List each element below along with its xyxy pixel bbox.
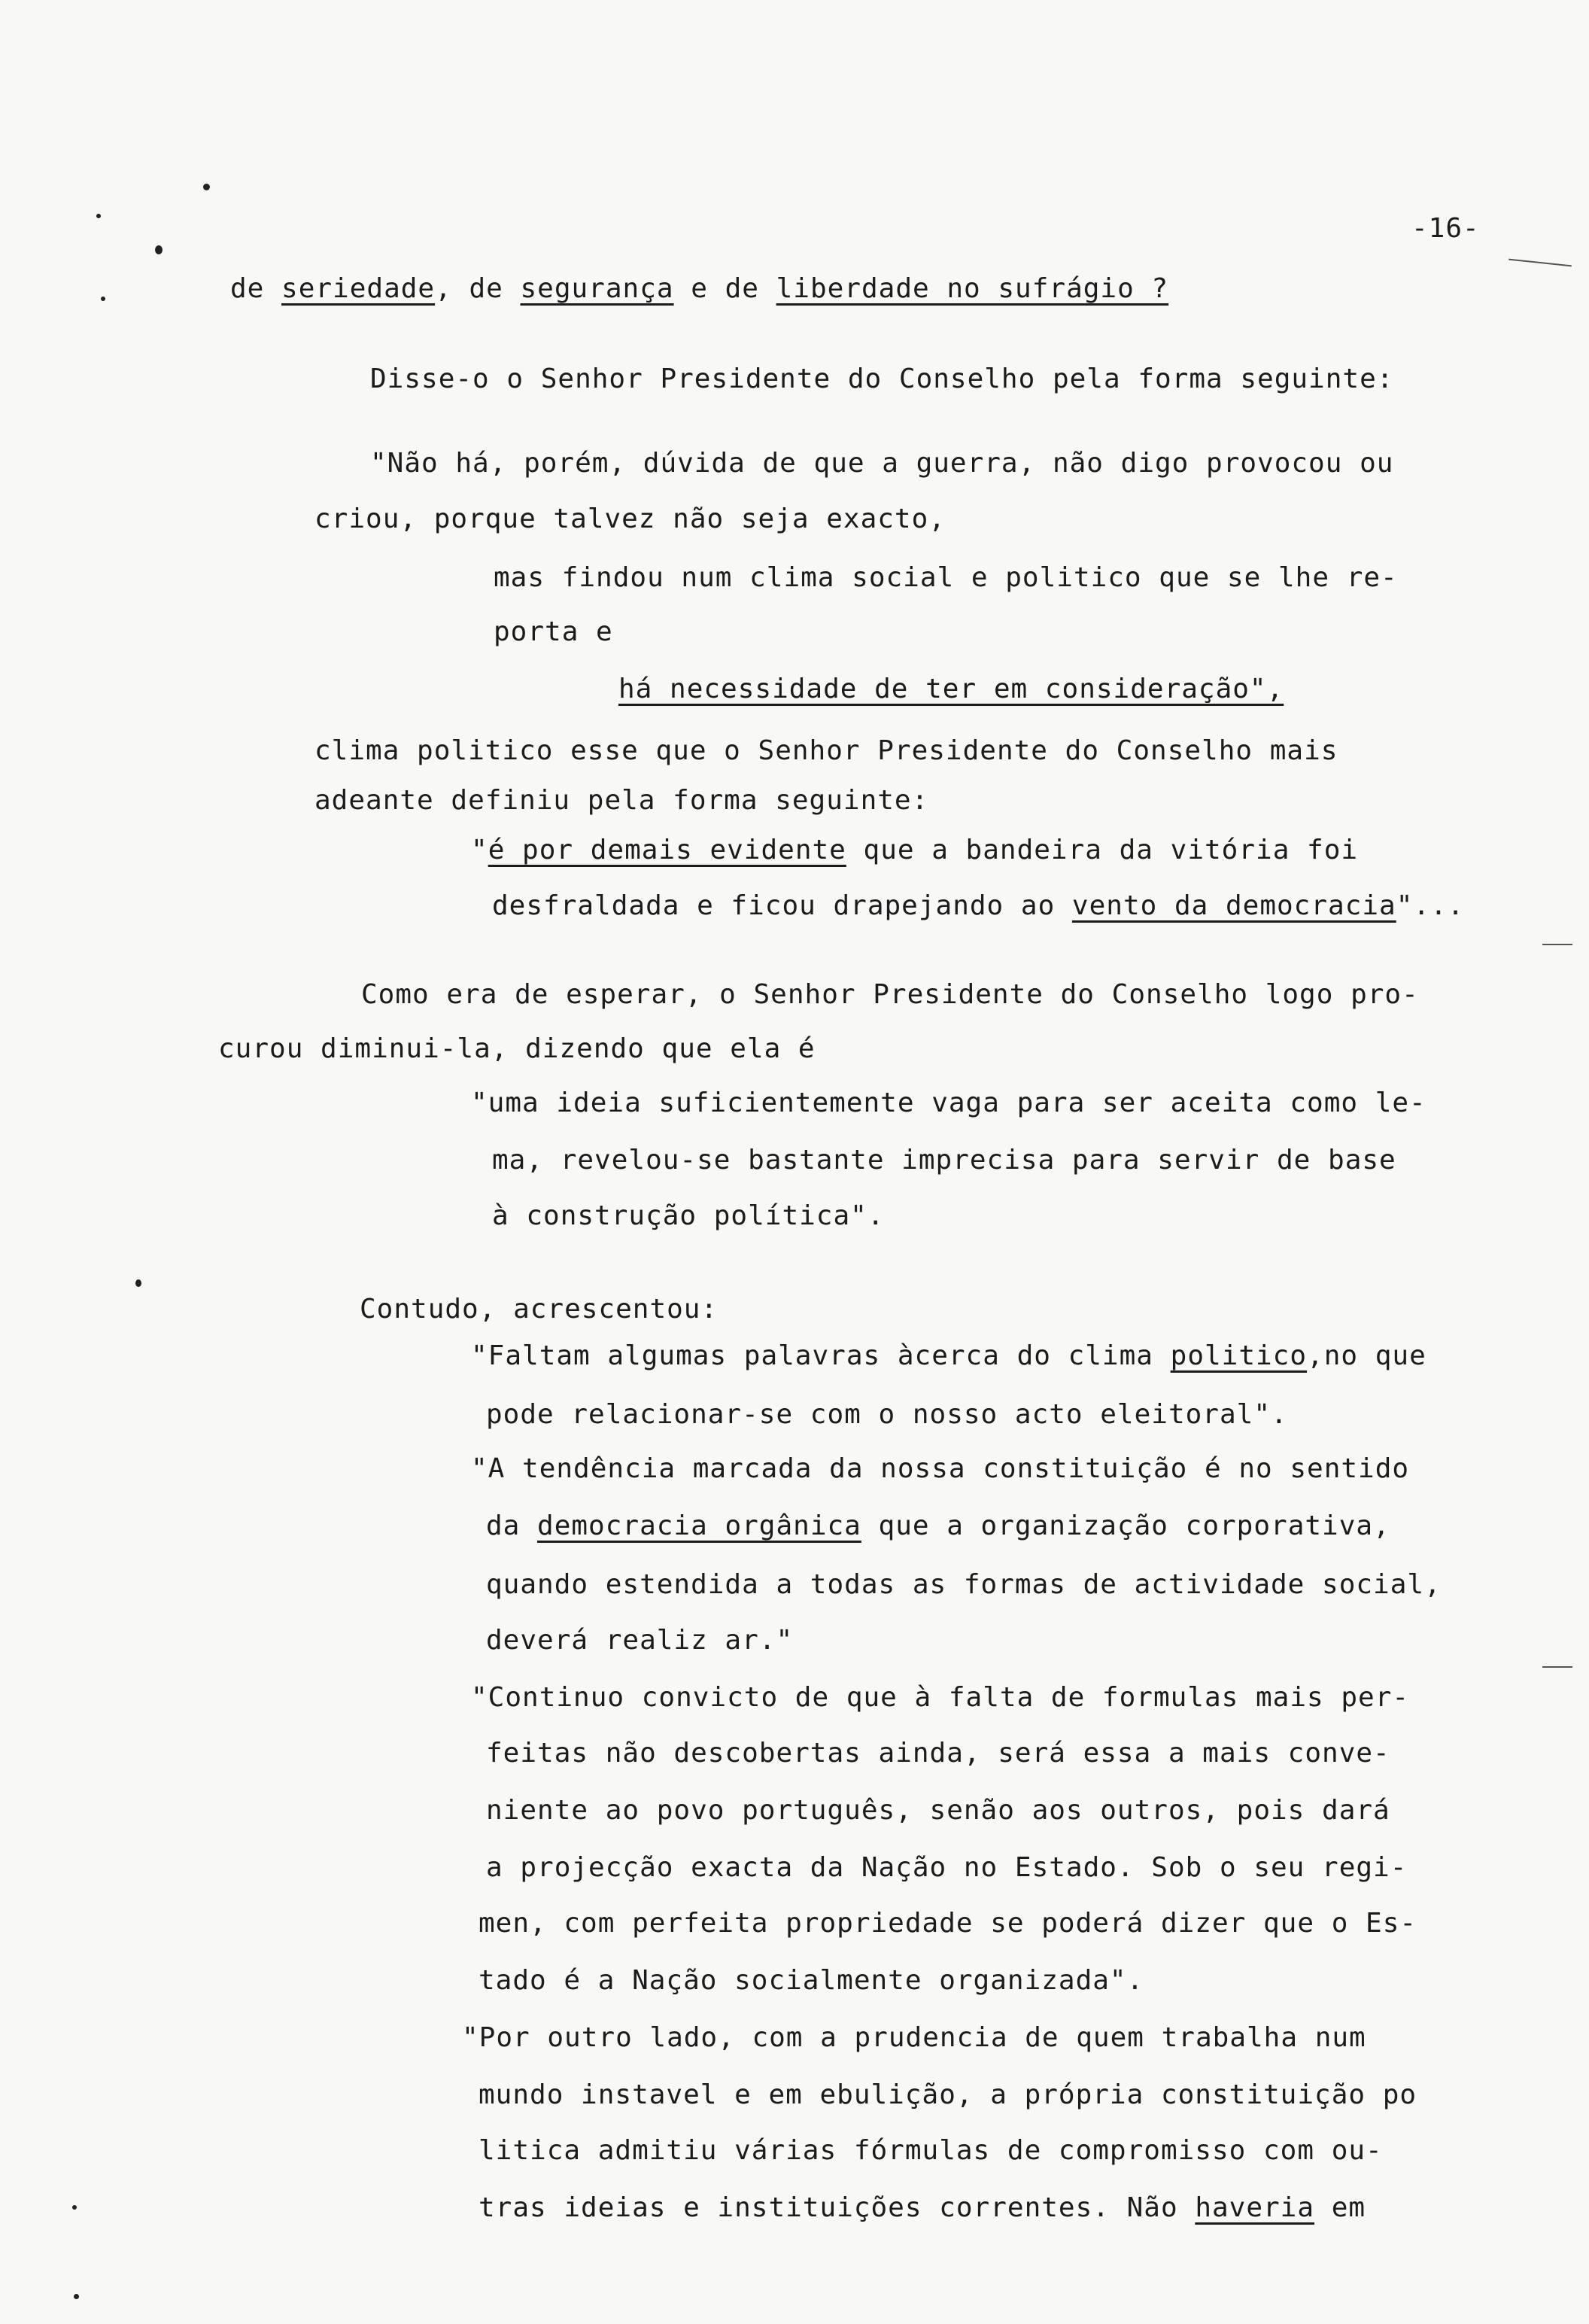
text-line xyxy=(314,503,946,534)
scan-speck xyxy=(203,184,210,190)
underlined-text: seriedade xyxy=(281,273,436,304)
text-run: e de xyxy=(673,273,776,304)
text-run: " xyxy=(471,835,488,865)
scan-speck xyxy=(135,1279,141,1287)
text-run: adeante definiu pela forma seguinte: xyxy=(314,785,929,816)
text-run: à construção política". xyxy=(492,1200,885,1231)
text-run: curou diminui-la, dizendo que ela é xyxy=(218,1033,816,1064)
underlined-text: é por demais evidente xyxy=(488,835,846,865)
text-line xyxy=(492,1200,885,1231)
text-run: ma, revelou-se bastante imprecisa para servir de base xyxy=(492,1145,1396,1176)
text-run: tras ideias e instituições correntes. Não xyxy=(479,2192,1196,2223)
text-line xyxy=(492,890,1465,921)
text-line xyxy=(314,787,928,814)
text-line xyxy=(479,2137,1383,2164)
text-run: Disse-o o Senhor Presidente do Conselho pela forma seguinte: xyxy=(370,364,1394,394)
text-line xyxy=(479,2079,1417,2110)
text-line xyxy=(370,450,1393,477)
text-run: "A tendência marcada da nossa constituição é no sentido xyxy=(471,1453,1410,1484)
text-line xyxy=(471,1087,1426,1118)
scan-speck xyxy=(155,245,163,254)
text-run: mundo instavel e em ebulição, a própria constituição po xyxy=(479,2079,1417,2110)
text-line xyxy=(471,1340,1426,1371)
text-run: criou, porque talvez não seja exacto, xyxy=(314,503,946,534)
underlined-text: liberdade no sufrágio ? xyxy=(776,273,1169,304)
text-line xyxy=(618,676,1284,703)
text-line xyxy=(486,1510,1390,1541)
scan-speck xyxy=(74,2294,79,2299)
text-run: clima politico esse que o Senhor Presidente do Conselho mais xyxy=(314,735,1338,766)
text-run: pode relacionar-se com o nosso acto eleitoral". xyxy=(486,1399,1288,1430)
text-line xyxy=(486,1571,1442,1599)
scan-speck xyxy=(72,2205,77,2210)
text-run: niente ao povo português, senão aos outros, pois dará xyxy=(486,1795,1390,1826)
scan-speck xyxy=(96,214,101,218)
scan-speck xyxy=(101,297,105,301)
text-run: litica admitiu várias fórmulas de compromisso com ou- xyxy=(479,2135,1383,2166)
text-line xyxy=(486,1627,793,1654)
text-line xyxy=(471,837,1358,864)
text-run: "... xyxy=(1396,890,1465,921)
text-line xyxy=(361,981,1419,1008)
text-line xyxy=(479,1910,1417,1937)
text-run: tado é a Nação socialmente organizada". xyxy=(479,1965,1144,1996)
text-run: em xyxy=(1314,2192,1366,2223)
text-line xyxy=(486,1854,1407,1881)
text-run: Como era de esperar, o Senhor Presidente do Conselho logo pro- xyxy=(361,979,1419,1010)
text-run: de xyxy=(230,273,282,304)
text-run: que a organização corporativa, xyxy=(861,1510,1390,1541)
scan-mark xyxy=(1542,944,1572,945)
underlined-text: há necessidade de ter em consideração", xyxy=(618,674,1284,704)
text-line xyxy=(314,735,1338,766)
underlined-text: haveria xyxy=(1195,2192,1315,2223)
text-run: deverá realiz ar." xyxy=(486,1625,794,1656)
text-line xyxy=(486,1797,1390,1824)
text-line xyxy=(486,1401,1288,1428)
underlined-text: segurança xyxy=(520,273,674,304)
text-run: "Por outro lado, com a prudencia de quem trabalha num xyxy=(462,2022,1366,2053)
text-run: Contudo, acrescentou: xyxy=(360,1294,719,1325)
text-line xyxy=(360,1296,718,1323)
text-run: , de xyxy=(435,273,521,304)
underlined-text: democracia orgânica xyxy=(537,1510,861,1541)
text-line xyxy=(479,2192,1366,2223)
text-run: feitas não descobertas ainda, será essa a mais conve- xyxy=(486,1738,1390,1769)
text-run: a projecção exacta da Nação no Estado. Sob o seu regi- xyxy=(486,1852,1408,1883)
underlined-text: politico xyxy=(1170,1340,1308,1371)
text-line xyxy=(492,1147,1396,1174)
text-run: porta e xyxy=(494,616,613,647)
text-run: "Continuo convicto de que à falta de formulas mais per- xyxy=(471,1682,1410,1713)
text-run: ,no que xyxy=(1307,1340,1426,1371)
scan-mark xyxy=(1508,259,1572,267)
page-number: -16- xyxy=(1411,213,1480,244)
text-line xyxy=(486,1740,1390,1767)
text-run: que a bandeira da vitória foi xyxy=(846,835,1359,865)
text-run: "Faltam algumas palavras àcerca do clima xyxy=(471,1340,1171,1371)
text-line xyxy=(471,1453,1410,1484)
text-line xyxy=(462,2024,1366,2052)
scan-mark xyxy=(1542,1666,1572,1668)
text-line xyxy=(218,1033,816,1064)
underlined-text: vento da democracia xyxy=(1071,890,1396,921)
text-run: "Não há, porém, dúvida de que a guerra, não digo provocou ou xyxy=(370,448,1394,479)
text-line xyxy=(230,275,1168,303)
text-run: da xyxy=(486,1510,538,1541)
text-line xyxy=(494,564,1398,592)
text-run: mas findou num clima social e politico que se lhe re- xyxy=(494,562,1398,593)
text-line xyxy=(370,366,1393,393)
text-run: quando estendida a todas as formas de actividade social, xyxy=(486,1569,1442,1600)
text-line xyxy=(494,616,613,647)
text-line xyxy=(471,1684,1409,1711)
text-run: desfraldada e ficou drapejando ao xyxy=(492,890,1072,921)
text-run: "uma ideia suficientemente vaga para ser aceita como le- xyxy=(471,1087,1426,1118)
text-run: men, com perfeita propriedade se poderá dizer que o Es- xyxy=(479,1908,1417,1939)
text-line xyxy=(479,1967,1144,1994)
